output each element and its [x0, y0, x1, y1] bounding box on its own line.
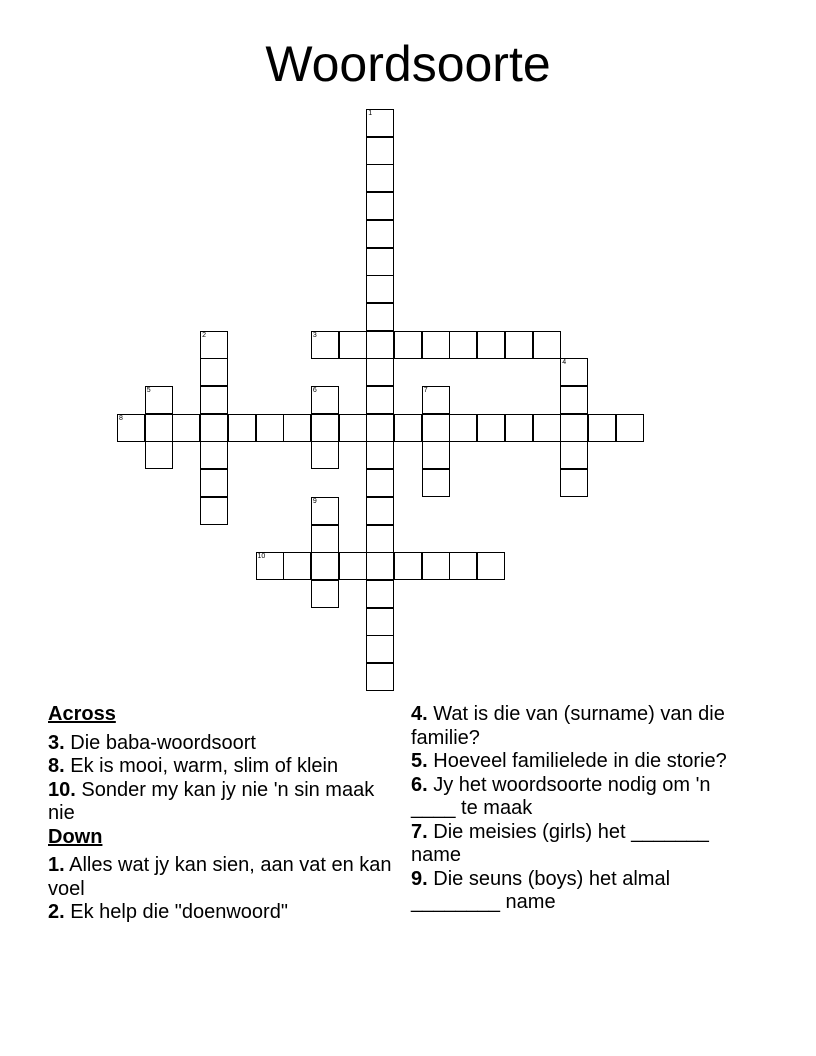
down-heading: Down	[48, 825, 103, 848]
grid-cell[interactable]	[422, 331, 450, 359]
clue-text: Ek help die "doenwoord"	[70, 901, 288, 923]
grid-cell[interactable]	[145, 386, 173, 414]
grid-cell[interactable]	[588, 414, 616, 442]
cell-number: 7	[423, 387, 428, 394]
clue-item	[48, 854, 393, 901]
grid-cell[interactable]	[449, 414, 477, 442]
grid-cell[interactable]	[560, 469, 588, 497]
clue-text: Sonder my kan jy nie 'n sin maak nie	[48, 778, 375, 824]
grid-cell[interactable]	[366, 525, 394, 553]
clue-number: 6.	[411, 773, 428, 796]
clue-item	[48, 755, 393, 779]
grid-cell[interactable]	[449, 331, 477, 359]
grid-cell[interactable]	[422, 414, 450, 442]
grid-cell[interactable]	[422, 386, 450, 414]
cell-number: 5	[146, 387, 151, 394]
grid-cell[interactable]	[366, 386, 394, 414]
grid-cell[interactable]	[256, 552, 284, 580]
clue-text: Die seuns (boys) het almal ________ name	[411, 867, 671, 913]
grid-cell[interactable]	[366, 248, 394, 276]
grid-cell[interactable]	[117, 414, 145, 442]
clue-text: Wat is die van (surname) van die familie?	[411, 703, 725, 749]
grid-cell[interactable]	[311, 441, 339, 469]
clue-text: Die meisies (girls) het _______ name	[411, 820, 709, 866]
grid-cell[interactable]	[311, 331, 339, 359]
grid-cell[interactable]	[311, 580, 339, 608]
grid-cell[interactable]	[477, 552, 505, 580]
grid-cell[interactable]	[200, 358, 228, 386]
grid-cell[interactable]	[422, 469, 450, 497]
grid-cell[interactable]	[366, 441, 394, 469]
grid-cell[interactable]	[366, 552, 394, 580]
clue-item	[411, 868, 756, 915]
cell-number: 4	[562, 359, 567, 367]
grid-cell[interactable]	[505, 331, 533, 359]
clue-number: 10.	[48, 778, 76, 801]
across-heading: Across	[48, 703, 116, 725]
clue-item	[411, 750, 756, 774]
grid-cell[interactable]	[311, 525, 339, 553]
clues-right-column	[411, 703, 756, 915]
clue-text: Die baba-woordsoort	[70, 731, 256, 754]
grid-cell[interactable]	[339, 331, 367, 359]
across-clue-list	[48, 732, 393, 826]
cell-number: 3	[312, 331, 317, 339]
down-clue-list-continued	[411, 703, 756, 915]
grid-cell[interactable]	[449, 552, 477, 580]
grid-cell[interactable]	[283, 552, 311, 580]
clue-item	[48, 901, 393, 925]
clue-text: Ek is mooi, warm, slim of klein	[70, 755, 339, 777]
clue-number: 5.	[411, 750, 428, 772]
grid-cell[interactable]	[311, 497, 339, 525]
grid-cell[interactable]	[560, 441, 588, 469]
grid-cell[interactable]	[339, 414, 367, 442]
grid-cell[interactable]	[560, 358, 588, 386]
grid-cell[interactable]	[366, 608, 394, 636]
grid-cell[interactable]	[477, 331, 505, 359]
grid-cell[interactable]	[366, 109, 394, 137]
grid-cell[interactable]	[256, 414, 284, 442]
clue-number: 9.	[411, 867, 428, 890]
cell-number: 1	[368, 110, 373, 117]
grid-cell[interactable]	[145, 414, 173, 442]
grid-cell[interactable]	[366, 497, 394, 525]
cell-number: 2	[202, 331, 206, 339]
clue-number: 7.	[411, 820, 428, 843]
grid-cell[interactable]	[560, 414, 588, 442]
clue-item	[411, 774, 756, 821]
grid-cell[interactable]	[200, 469, 228, 497]
down-clue-list	[48, 854, 393, 925]
cell-number: 6	[312, 387, 317, 394]
clue-text: Jy het woordsoorte nodig om 'n ____ te maak	[411, 773, 711, 819]
page-title: Woordsoorte	[265, 36, 551, 92]
grid-cell[interactable]	[145, 441, 173, 469]
cell-number: 9	[312, 497, 317, 505]
clue-item	[48, 732, 393, 756]
grid-cell[interactable]	[366, 580, 394, 608]
grid-cell[interactable]	[228, 414, 256, 442]
clue-number: 2.	[48, 901, 65, 923]
grid-cell[interactable]	[533, 414, 561, 442]
grid-cell[interactable]	[311, 386, 339, 414]
clues-left-column	[48, 703, 393, 925]
grid-cell[interactable]	[366, 469, 394, 497]
grid-cell[interactable]	[200, 441, 228, 469]
grid-cell[interactable]	[366, 220, 394, 248]
clue-item	[411, 703, 756, 750]
cell-number: 8	[119, 414, 123, 422]
clue-item	[411, 821, 756, 868]
clue-text: Alles wat jy kan sien, aan vat en kan voel	[48, 854, 392, 900]
grid-cell[interactable]	[366, 331, 394, 359]
clue-number: 3.	[48, 731, 65, 754]
grid-cell[interactable]	[366, 275, 394, 303]
grid-cell[interactable]	[339, 552, 367, 580]
grid-cell[interactable]	[200, 414, 228, 442]
grid-cell[interactable]	[366, 137, 394, 165]
grid-cell[interactable]	[477, 414, 505, 442]
grid-cell[interactable]	[366, 303, 394, 331]
clue-number: 8.	[48, 755, 65, 777]
grid-cell[interactable]	[283, 414, 311, 442]
grid-cell[interactable]	[422, 441, 450, 469]
grid-cell[interactable]	[200, 497, 228, 525]
grid-cell[interactable]	[422, 552, 450, 580]
grid-cell[interactable]	[394, 331, 422, 359]
clue-number: 1.	[48, 854, 65, 876]
grid-cell[interactable]	[366, 164, 394, 192]
grid-cell[interactable]	[533, 331, 561, 359]
clue-number: 4.	[411, 703, 428, 725]
grid-cell[interactable]	[366, 192, 394, 220]
grid-cell[interactable]	[366, 635, 394, 663]
grid-cell[interactable]	[366, 414, 394, 442]
grid-cell[interactable]	[200, 386, 228, 414]
grid-cell[interactable]	[172, 414, 200, 442]
cell-number: 10	[257, 553, 266, 561]
grid-cell[interactable]	[366, 358, 394, 386]
clue-text: Hoeveel familielede in die storie?	[433, 750, 727, 772]
grid-cell[interactable]	[505, 414, 533, 442]
grid-cell[interactable]	[394, 414, 422, 442]
grid-cell[interactable]	[616, 414, 644, 442]
clue-item	[48, 779, 393, 826]
grid-cell[interactable]	[200, 331, 228, 359]
grid-cell[interactable]	[394, 552, 422, 580]
grid-cell[interactable]	[311, 414, 339, 442]
grid-cell[interactable]	[560, 386, 588, 414]
grid-cell[interactable]	[366, 663, 394, 691]
grid-cell[interactable]	[311, 552, 339, 580]
